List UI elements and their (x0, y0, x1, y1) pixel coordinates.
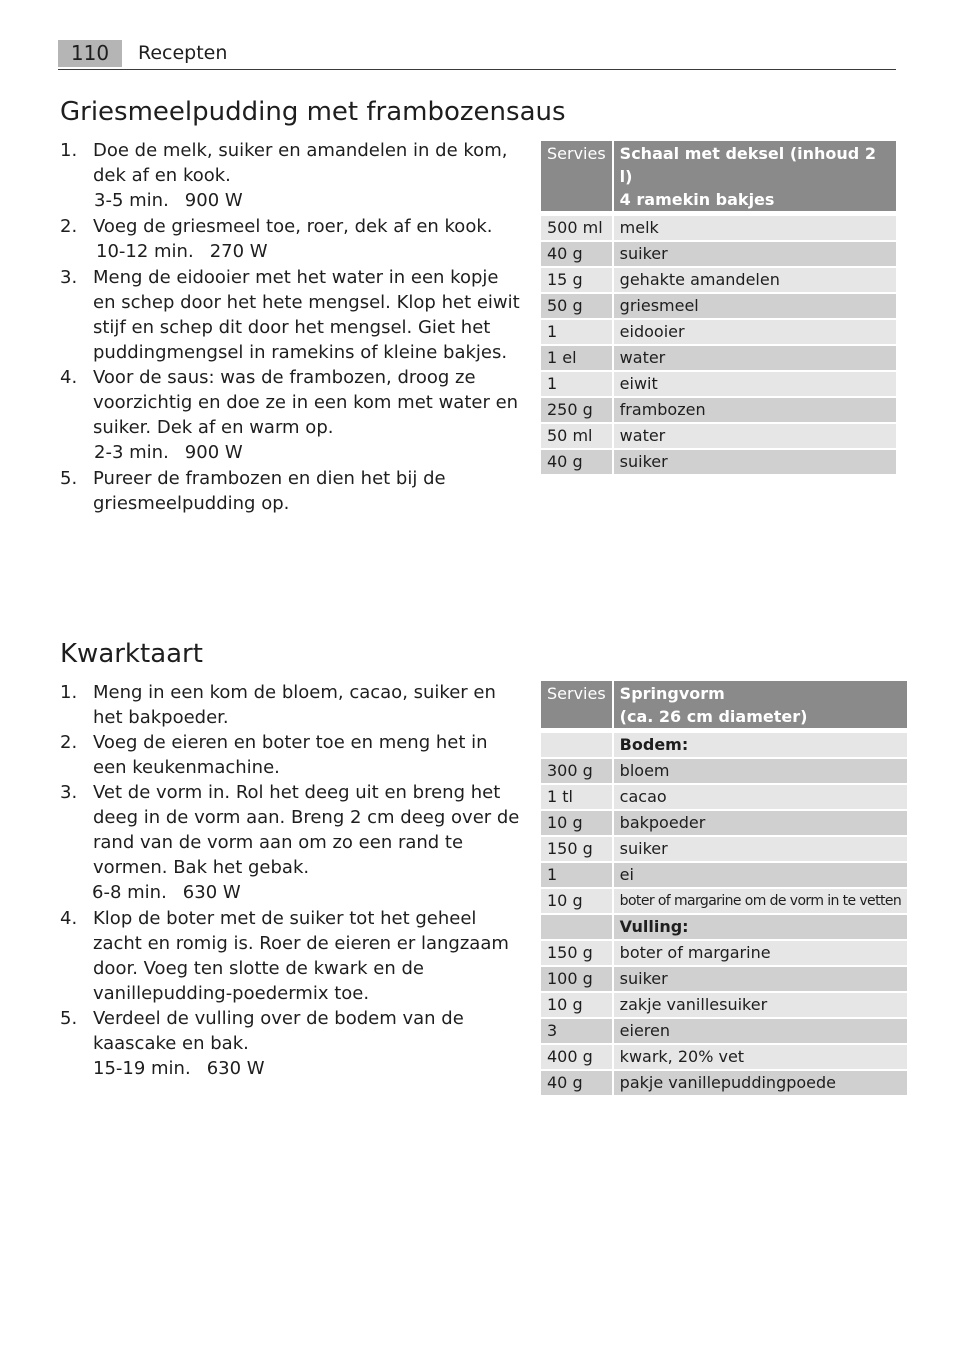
ingredient-qty: 40 g (541, 242, 614, 268)
step (60, 730, 522, 780)
ingredient-name: gehakte amandelen (614, 268, 896, 294)
ingredient-group-title: Vulling: (614, 915, 907, 941)
table-row (541, 424, 896, 450)
ingredient-name: zakje vanillesuiker (614, 993, 907, 1019)
timing-power: 630 W (206, 1058, 265, 1079)
table-row (541, 941, 907, 967)
recipe-title-griesmeelpudding: Griesmeelpudding met frambozensaus (60, 97, 566, 127)
ingredient-name: griesmeel (614, 294, 896, 320)
step-timing (60, 188, 522, 214)
ingredient-group-title: Bodem: (614, 733, 907, 759)
step-number: 5. (60, 1008, 78, 1029)
ingredient-name: ei (614, 863, 907, 889)
step (60, 214, 522, 239)
step (60, 365, 522, 440)
table-row (541, 759, 907, 785)
table-row (541, 268, 896, 294)
timing-duration: 2-3 min. (94, 442, 169, 463)
step-text: Doe de melk, suiker en amandelen in de kom, dek af en kook. (93, 140, 508, 186)
step-timing (60, 440, 522, 466)
table-row-subheading (541, 915, 907, 941)
table-header-row (541, 681, 907, 733)
ingredient-qty: 100 g (541, 967, 614, 993)
step (60, 1006, 522, 1056)
ingredient-name: suiker (614, 450, 896, 476)
table-row (541, 372, 896, 398)
ingredient-name: cacao (614, 785, 907, 811)
header-servies: Servies (541, 141, 614, 216)
ingredient-name: suiker (614, 837, 907, 863)
timing-power: 630 W (182, 882, 241, 903)
ingredient-qty: 1 (541, 320, 614, 346)
ingredient-qty: 400 g (541, 1045, 614, 1071)
ingredient-name: melk (614, 216, 896, 242)
step-number: 3. (60, 782, 78, 803)
table-row-subheading (541, 733, 907, 759)
ingredient-qty: 15 g (541, 268, 614, 294)
step-text: Voeg de eieren en boter toe en meng het in een keukenmachine. (93, 732, 488, 778)
step-number: 1. (60, 140, 78, 161)
ingredient-name: suiker (614, 242, 896, 268)
step-timing (60, 880, 522, 906)
step-text: Voeg de griesmeel toe, roer, dek af en kook. (93, 216, 493, 237)
header-cookware (614, 141, 896, 216)
header-cookware-line1: Springvorm (619, 684, 725, 703)
table-row (541, 294, 896, 320)
ingredient-qty (541, 733, 614, 759)
step (60, 138, 522, 188)
ingredient-qty: 500 ml (541, 216, 614, 242)
ingredient-qty: 10 g (541, 889, 614, 915)
table-row (541, 837, 907, 863)
timing-power: 900 W (184, 442, 243, 463)
ingredient-qty: 150 g (541, 837, 614, 863)
table-row (541, 785, 907, 811)
ingredient-name: kwark, 20% vet (614, 1045, 907, 1071)
step (60, 265, 522, 365)
ingredient-name: eieren (614, 1019, 907, 1045)
table-row (541, 993, 907, 1019)
step-timing (60, 239, 522, 265)
table-row (541, 1071, 907, 1097)
page-number: 110 (58, 40, 122, 67)
header-servies: Servies (541, 681, 614, 733)
timing-duration: 6-8 min. (92, 882, 167, 903)
ingredient-name: bloem (614, 759, 907, 785)
ingredient-name: water (614, 424, 896, 450)
ingredient-qty: 300 g (541, 759, 614, 785)
ingredient-qty: 3 (541, 1019, 614, 1045)
step-number: 1. (60, 682, 78, 703)
table-row (541, 450, 896, 476)
ingredient-qty: 1 (541, 863, 614, 889)
ingredient-qty: 10 g (541, 811, 614, 837)
recipe-steps-kwarktaart (60, 680, 522, 1082)
ingredient-name: eiwit (614, 372, 896, 398)
ingredient-name: eidooier (614, 320, 896, 346)
table-row (541, 811, 907, 837)
ingredient-name: water (614, 346, 896, 372)
header-cookware-line2: (ca. 26 cm diameter) (619, 707, 808, 726)
ingredient-qty: 40 g (541, 450, 614, 476)
ingredient-name: bakpoeder (614, 811, 907, 837)
step-number: 5. (60, 468, 78, 489)
step (60, 906, 522, 1006)
step-text: Pureer de frambozen en dien het bij de griesmeelpudding op. (93, 468, 446, 514)
ingredient-qty: 1 tl (541, 785, 614, 811)
step (60, 680, 522, 730)
ingredient-qty: 50 g (541, 294, 614, 320)
header-cookware-line2: 4 ramekin bakjes (619, 190, 775, 209)
ingredient-name: pakje vanillepuddingpoede (614, 1071, 907, 1097)
step (60, 780, 522, 880)
ingredient-name: boter of margarine om de vorm in te vetten (614, 889, 907, 915)
table-row (541, 889, 907, 915)
ingredient-name: suiker (614, 967, 907, 993)
step-number: 2. (60, 732, 78, 753)
table-row (541, 863, 907, 889)
table-row (541, 398, 896, 424)
ingredient-qty: 50 ml (541, 424, 614, 450)
ingredient-qty: 1 el (541, 346, 614, 372)
ingredient-qty: 250 g (541, 398, 614, 424)
ingredient-qty: 10 g (541, 993, 614, 1019)
section-title: Recepten (138, 42, 228, 64)
recipe-steps-griesmeelpudding (60, 138, 522, 516)
table-row (541, 216, 896, 242)
header-cookware (614, 681, 907, 733)
table-row (541, 1045, 907, 1071)
step-text: Klop de boter met de suiker tot het geheel zacht en romig is. Roer de eieren er langzaam door. Voeg ten slotte de kwark en de vanillepudding-poedermix toe. (93, 908, 509, 1004)
table-row (541, 346, 896, 372)
ingredient-qty: 40 g (541, 1071, 614, 1097)
timing-duration: 15-19 min. (93, 1058, 191, 1079)
page-header (58, 40, 896, 70)
timing-duration: 3-5 min. (94, 190, 169, 211)
ingredient-qty (541, 915, 614, 941)
ingredient-qty: 1 (541, 372, 614, 398)
step-text: Meng in een kom de bloem, cacao, suiker en het bakpoeder. (93, 682, 496, 728)
step-text: Vet de vorm in. Rol het deeg uit en breng het deeg in de vorm aan. Breng 2 cm deeg over de rand van de vorm aan om zo een rand te vormen. Bak het gebak. (93, 782, 520, 878)
step-number: 3. (60, 267, 78, 288)
step (60, 466, 522, 516)
table-row (541, 967, 907, 993)
table-header-row (541, 141, 896, 216)
step-number: 4. (60, 908, 78, 929)
step-text: Meng de eidooier met het water in een kopje en schep door het hete mengsel. Klop het eiwit stijf en schep dit door het mengsel. Giet het puddingmengsel in ramekins of kleine bakjes. (93, 267, 520, 363)
step-text: Voor de saus: was de frambozen, droog ze voorzichtig en doe ze in een kom met water en suiker. Dek af en warm op. (93, 367, 519, 438)
ingredient-qty: 150 g (541, 941, 614, 967)
timing-power: 900 W (184, 190, 243, 211)
table-row (541, 1019, 907, 1045)
step-number: 2. (60, 216, 78, 237)
recipe-title-kwarktaart: Kwarktaart (60, 639, 203, 669)
timing-power: 270 W (209, 241, 268, 262)
ingredients-table-kwarktaart (541, 681, 907, 1097)
table-row (541, 242, 896, 268)
table-row (541, 320, 896, 346)
timing-duration: 10-12 min. (96, 241, 194, 262)
step-text: Verdeel de vulling over de bodem van de kaascake en bak. (93, 1008, 464, 1054)
step-number: 4. (60, 367, 78, 388)
ingredient-name: boter of margarine (614, 941, 907, 967)
step-timing (60, 1056, 522, 1082)
header-cookware-line1: Schaal met deksel (inhoud 2 l) (619, 144, 876, 186)
ingredient-name: frambozen (614, 398, 896, 424)
ingredients-table-griesmeelpudding (541, 141, 896, 476)
